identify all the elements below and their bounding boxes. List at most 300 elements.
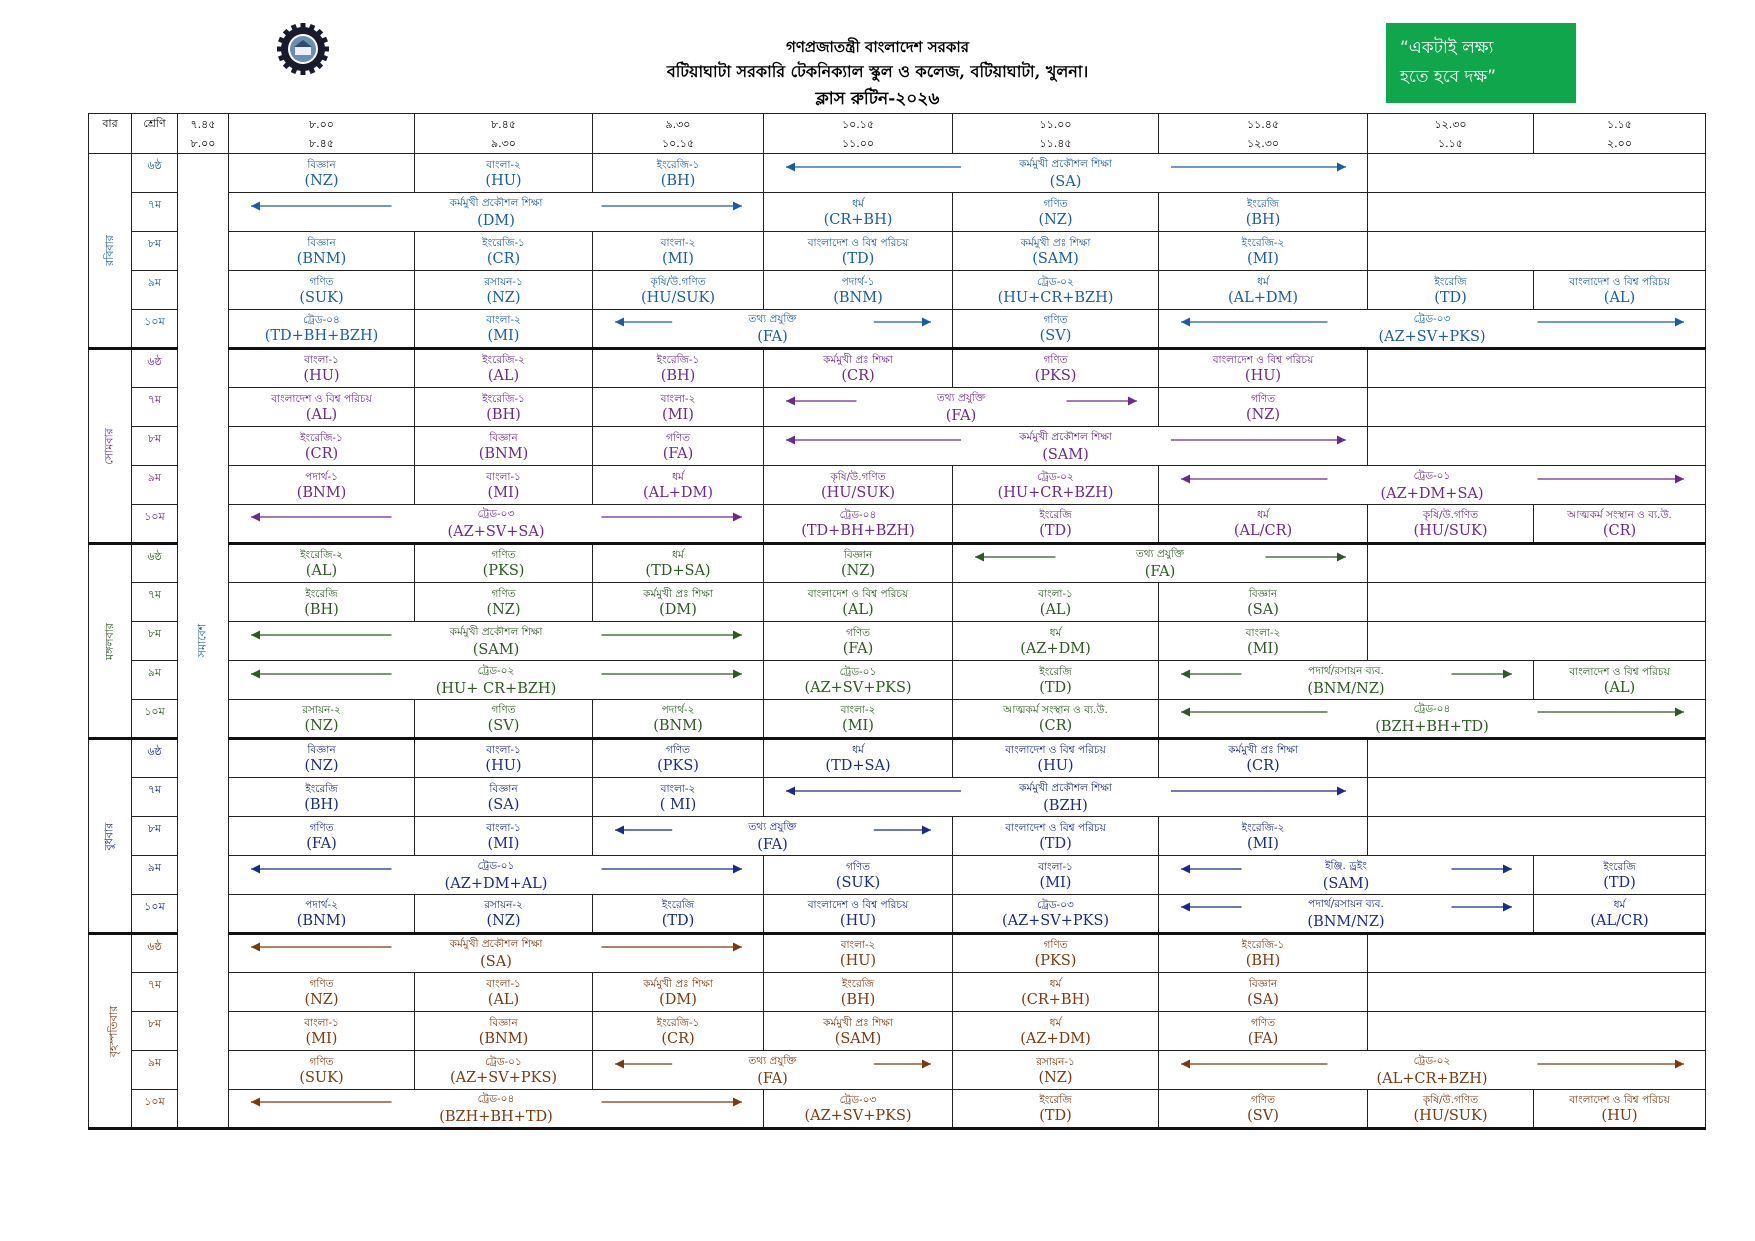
period-header xyxy=(1368,114,1534,154)
subject-name: ট্রেড-০২ xyxy=(1413,1054,1451,1067)
subject-cell xyxy=(1159,973,1368,1012)
subject-name: বিজ্ঞান xyxy=(489,1016,518,1029)
teacher-code: (SA) xyxy=(480,954,512,970)
subject-cell xyxy=(415,778,593,817)
subject-cell xyxy=(764,271,953,310)
subject-cell xyxy=(953,1051,1159,1090)
subject-cell-multi-period xyxy=(229,505,764,544)
subject-cell xyxy=(764,934,953,973)
subject-name: কর্মমুখী প্রঃ শিক্ষা xyxy=(823,354,893,366)
teacher-code: (DM) xyxy=(477,212,515,229)
routine-row xyxy=(89,544,1706,583)
period-end: ১১.০০ xyxy=(841,136,875,150)
teacher-code: (NZ) xyxy=(486,601,521,618)
subject-cell xyxy=(953,466,1159,505)
subject-name: ধর্ম xyxy=(1049,1016,1062,1029)
subject-cell xyxy=(1159,739,1368,778)
class-cell: ৯ম xyxy=(132,466,178,505)
subject-cell xyxy=(764,895,953,934)
teacher-code: (PKS) xyxy=(1034,953,1077,969)
subject-name: ট্রেড-০২ xyxy=(1037,470,1074,483)
subject-cell xyxy=(953,505,1159,544)
teacher-code: (HU) xyxy=(839,953,877,969)
routine-row xyxy=(89,934,1706,973)
empty-cell xyxy=(1368,388,1706,427)
subject-cell xyxy=(229,895,415,934)
teacher-code: ( MI) xyxy=(659,796,697,813)
subject-name: কর্মমুখী প্রঃ শিক্ষা xyxy=(823,1016,893,1029)
subject-cell-multi-period xyxy=(593,310,953,349)
routine-title: ক্লাস রুটিন-২০২৬ xyxy=(815,89,940,109)
subject-cell xyxy=(764,1090,953,1129)
teacher-code: (PKS) xyxy=(657,758,699,774)
subject-cell xyxy=(1159,1012,1368,1051)
subject-cell xyxy=(953,895,1159,934)
subject-cell xyxy=(415,583,593,622)
subject-cell xyxy=(1159,622,1368,661)
class-cell: ৭ম xyxy=(132,973,178,1012)
period-header xyxy=(1534,114,1706,154)
day-label: মঙ্গলবার xyxy=(102,622,116,660)
subject-name: গণিত xyxy=(665,744,691,756)
teacher-code: (AL) xyxy=(487,368,520,384)
subject-cell xyxy=(229,349,415,388)
subject-name: পদার্থ-২ xyxy=(661,704,695,716)
teacher-code: (AL) xyxy=(305,406,338,423)
subject-name: ধর্ম xyxy=(852,744,864,756)
teacher-code: (AZ+SV+PKS) xyxy=(1378,329,1486,345)
subject-cell xyxy=(953,310,1159,349)
empty-cell xyxy=(1368,193,1706,232)
teacher-code: (HU+ CR+BZH) xyxy=(435,680,557,697)
subject-cell xyxy=(1159,1090,1368,1129)
routine-row xyxy=(89,466,1706,505)
institution-name: বটিয়াঘাটা সরকারি টেকনিক্যাল স্কুল ও কলেজ, বটিয়াঘাটা, খুলনা। xyxy=(666,62,1089,81)
subject-cell xyxy=(764,856,953,895)
teacher-code: (SV) xyxy=(1247,1108,1279,1124)
subject-name: বাংলাদেশ ও বিশ্ব পরিচয় xyxy=(807,899,909,911)
routine-row xyxy=(89,1012,1706,1051)
teacher-code: (CR) xyxy=(1246,758,1280,774)
teacher-code: (HU) xyxy=(485,172,522,189)
subject-name: গণিত xyxy=(845,860,871,873)
subject-name: বাংলাদেশ ও বিশ্ব পরিচয় xyxy=(807,236,909,249)
period-end: ৮.৪৫ xyxy=(309,136,334,150)
teacher-code: (HU+CR+BZH) xyxy=(997,289,1114,306)
subject-name: গণিত xyxy=(1043,314,1068,326)
period-header xyxy=(593,114,764,154)
routine-row xyxy=(89,700,1706,739)
subject-cell xyxy=(1534,895,1706,934)
teacher-code: (MI) xyxy=(487,835,520,852)
teacher-code: (HU) xyxy=(303,368,340,384)
teacher-code: (BH) xyxy=(840,991,876,1008)
class-cell: ৮ম xyxy=(132,622,178,661)
period-end: ২.০০ xyxy=(1607,136,1632,150)
routine-row xyxy=(89,856,1706,895)
subject-name: ধর্ম xyxy=(1257,275,1269,288)
period-start: ৯.৩০ xyxy=(665,117,691,131)
subject-cell-multi-period xyxy=(1159,466,1706,505)
teacher-code: (MI) xyxy=(1247,640,1279,657)
subject-name: কর্মমুখী প্রকৌশল শিক্ষা xyxy=(449,196,543,209)
class-cell: ৮ম xyxy=(132,817,178,856)
subject-cell xyxy=(1534,856,1706,895)
subject-cell xyxy=(229,1051,415,1090)
day-cell xyxy=(89,154,132,349)
teacher-code: (TD) xyxy=(1434,289,1467,306)
teacher-code: (AL) xyxy=(487,991,520,1008)
teacher-code: (TD+SA) xyxy=(825,758,891,774)
teacher-code: (SUK) xyxy=(299,1069,344,1086)
subject-cell xyxy=(1159,583,1368,622)
teacher-code: (AL/CR) xyxy=(1590,913,1649,929)
day-cell xyxy=(89,349,132,544)
subject-cell xyxy=(764,505,953,544)
routine-row xyxy=(89,622,1706,661)
subject-name: বাংলা-২ xyxy=(1245,626,1281,639)
subject-cell xyxy=(415,232,593,271)
subject-name: ইংরেজি-১ xyxy=(656,1016,700,1029)
subject-name: ইংরেজি-২ xyxy=(1241,236,1285,249)
subject-name: বাংলাদেশ ও বিশ্ব পরিচয় xyxy=(1569,665,1670,678)
subject-name: বিজ্ঞান xyxy=(307,236,336,249)
teacher-code: (NZ) xyxy=(304,718,339,734)
subject-cell xyxy=(1159,349,1368,388)
period-header xyxy=(178,114,229,154)
teacher-code: (BH) xyxy=(1245,211,1281,228)
teacher-code: (HU/SUK) xyxy=(820,484,896,501)
teacher-code: (BNM) xyxy=(478,1030,529,1047)
teacher-code: (CR) xyxy=(486,250,521,267)
period-end: ১২.৩০ xyxy=(1246,136,1280,150)
teacher-code: (CR) xyxy=(304,445,339,462)
subject-cell xyxy=(229,817,415,856)
subject-cell xyxy=(1159,388,1368,427)
day-label: বুধবার xyxy=(102,822,116,850)
class-cell: ১০ম xyxy=(132,505,178,544)
teacher-code: (HU) xyxy=(1601,1108,1638,1124)
teacher-code: (AZ+DM) xyxy=(1020,640,1091,657)
subject-name: বাংলা-১ xyxy=(486,470,521,483)
subject-cell xyxy=(415,310,593,349)
subject-cell xyxy=(229,778,415,817)
subject-name: পদার্থ-২ xyxy=(305,899,338,911)
subject-cell xyxy=(415,700,593,739)
teacher-code: (NZ) xyxy=(304,991,339,1008)
teacher-code: (TD) xyxy=(1039,1108,1072,1124)
day-cell xyxy=(89,544,132,739)
class-cell: ৭ম xyxy=(132,388,178,427)
subject-cell xyxy=(229,154,415,193)
teacher-code: (SA) xyxy=(487,796,520,813)
subject-cell xyxy=(593,700,764,739)
subject-cell xyxy=(953,973,1159,1012)
subject-name: আত্মকর্ম সংস্থান ও ব্য.উ. xyxy=(1567,509,1672,521)
subject-name: বাংলা-২ xyxy=(660,236,696,249)
routine-row xyxy=(89,895,1706,934)
teacher-code: (BZH) xyxy=(1043,797,1088,814)
subject-cell xyxy=(593,544,764,583)
class-cell: ৯ম xyxy=(132,661,178,700)
routine-row xyxy=(89,778,1706,817)
teacher-code: (BNM) xyxy=(653,718,703,734)
class-cell: ৬ষ্ঠ xyxy=(132,739,178,778)
subject-cell xyxy=(1368,1090,1534,1129)
motto-line-2: হতে হবে দক্ষ” xyxy=(1400,67,1497,87)
subject-name: গণিত xyxy=(491,587,516,600)
subject-cell xyxy=(953,856,1159,895)
subject-name: ইংরেজি xyxy=(1246,197,1280,210)
subject-cell xyxy=(953,271,1159,310)
teacher-code: (TD) xyxy=(1603,874,1636,891)
subject-cell-multi-period xyxy=(764,778,1368,817)
subject-cell xyxy=(1159,232,1368,271)
subject-name: বাংলা-২ xyxy=(660,392,696,405)
teacher-code: (SA) xyxy=(1247,601,1279,618)
subject-cell xyxy=(593,388,764,427)
subject-name: কর্মমুখী প্রকৌশল শিক্ষা xyxy=(1019,781,1112,794)
class-cell: ৮ম xyxy=(132,1012,178,1051)
period-start: ১.১৫ xyxy=(1607,117,1632,131)
subject-cell xyxy=(764,661,953,700)
subject-cell xyxy=(415,544,593,583)
period-start: ১১.৪৫ xyxy=(1246,117,1280,131)
teacher-code: (TD+SA) xyxy=(645,563,711,579)
subject-name: ইংরেজি-১ xyxy=(482,236,525,249)
teacher-code: (AZ+SV+PKS) xyxy=(449,1069,558,1086)
period-start: ৮.৪৫ xyxy=(491,117,516,131)
govt-title: গণপ্রজাতন্ত্রী বাংলাদেশ সরকার xyxy=(786,38,969,56)
teacher-code: (FA) xyxy=(757,329,788,345)
teacher-code: (SAM) xyxy=(472,641,520,658)
teacher-code: (CR+BH) xyxy=(1021,991,1090,1008)
subject-cell-multi-period xyxy=(229,622,764,661)
teacher-code: (AZ+SV+PKS) xyxy=(1001,913,1110,929)
subject-name: বাংলা-১ xyxy=(1038,860,1073,873)
subject-name: বাংলা-১ xyxy=(304,354,339,366)
subject-name: গণিত xyxy=(845,626,871,639)
subject-cell xyxy=(764,544,953,583)
class-cell: ৮ম xyxy=(132,232,178,271)
subject-name: বাংলাদেশ ও বিশ্ব পরিচয় xyxy=(1569,1094,1670,1106)
subject-name: কর্মমুখী প্রকৌশল শিক্ষা xyxy=(1019,157,1112,170)
subject-name: গণিত xyxy=(309,1055,334,1068)
subject-name: বিজ্ঞান xyxy=(489,431,518,444)
subject-name: গণিত xyxy=(1043,197,1068,210)
class-cell: ১০ম xyxy=(132,1090,178,1129)
empty-cell xyxy=(1368,739,1706,778)
class-cell: ৬ষ্ঠ xyxy=(132,349,178,388)
subject-name: ট্রেড-০১ xyxy=(485,1055,522,1068)
subject-name: পদার্থ/রসায়ন ব্যব. xyxy=(1308,898,1384,910)
period-header xyxy=(229,114,415,154)
subject-cell xyxy=(764,583,953,622)
teacher-code: (BH) xyxy=(304,796,339,813)
subject-cell xyxy=(415,349,593,388)
routine-row xyxy=(89,739,1706,778)
subject-name: কর্মমুখী প্রঃ শিক্ষা xyxy=(643,977,713,990)
period-start: ১১.০০ xyxy=(1039,117,1072,131)
subject-cell-multi-period xyxy=(229,934,764,973)
teacher-code: (PKS) xyxy=(482,563,525,579)
teacher-code: (FA) xyxy=(662,445,694,462)
period-start: ৭.৪৫ xyxy=(190,117,216,131)
subject-name: কৃষি/উ.গণিত xyxy=(650,275,706,288)
subject-cell xyxy=(953,700,1159,739)
teacher-code: (AZ+DM) xyxy=(1020,1030,1091,1047)
teacher-code: (DM) xyxy=(659,601,697,618)
subject-cell xyxy=(229,310,415,349)
subject-cell xyxy=(1534,1090,1706,1129)
subject-name: তথ্য প্রযুক্তি xyxy=(1135,548,1185,560)
teacher-code: (NZ) xyxy=(486,289,521,306)
teacher-code: (TD) xyxy=(1039,679,1072,696)
subject-cell xyxy=(1534,271,1706,310)
empty-cell xyxy=(1368,973,1706,1012)
teacher-code: (NZ) xyxy=(304,172,339,189)
teacher-code: (SAM) xyxy=(1322,875,1370,892)
motto-box xyxy=(1386,23,1576,103)
teacher-code: (BNM) xyxy=(296,250,347,267)
subject-name: বিজ্ঞান xyxy=(307,158,336,171)
empty-cell xyxy=(1368,934,1706,973)
subject-name: বিজ্ঞান xyxy=(307,744,336,756)
empty-cell xyxy=(1368,154,1706,193)
subject-cell-multi-period xyxy=(764,154,1368,193)
routine-row xyxy=(89,271,1706,310)
subject-name: ধর্ম xyxy=(1613,899,1626,911)
subject-name: বাংলা-১ xyxy=(1038,587,1073,600)
period-end: ৮.০০ xyxy=(190,136,216,150)
subject-name: গণিত xyxy=(309,977,334,990)
routine-row xyxy=(89,1090,1706,1129)
teacher-code: (CR) xyxy=(661,1030,695,1047)
class-cell: ১০ম xyxy=(132,310,178,349)
subject-name: ইংরেজি xyxy=(841,977,875,990)
empty-cell xyxy=(1368,583,1706,622)
subject-name: ট্রেড-০২ xyxy=(1037,275,1074,288)
period-end: ১.১৫ xyxy=(1438,136,1463,150)
subject-cell xyxy=(1368,271,1534,310)
subject-name: গণিত xyxy=(491,704,516,716)
subject-name: ইংরেজি xyxy=(1039,1094,1072,1106)
subject-name: বিজ্ঞান xyxy=(843,549,873,561)
subject-name: কর্মমুখী প্রঃ শিক্ষা xyxy=(643,587,713,600)
teacher-code: (SAM) xyxy=(1032,250,1079,267)
teacher-code: (MI) xyxy=(662,250,694,267)
subject-name: ধর্ম xyxy=(672,470,684,483)
routine-row xyxy=(89,973,1706,1012)
teacher-code: (FA) xyxy=(306,835,337,852)
subject-name: ইংরেজি-১ xyxy=(300,431,343,444)
subject-cell xyxy=(953,232,1159,271)
teacher-code: (HU/SUK) xyxy=(640,289,716,306)
teacher-code: (SUK) xyxy=(299,289,344,306)
teacher-code: (BH) xyxy=(660,368,696,384)
subject-name: ইংরেজি-১ xyxy=(1241,939,1285,951)
subject-cell xyxy=(953,1012,1159,1051)
subject-cell xyxy=(593,583,764,622)
subject-name: রসায়ন-২ xyxy=(302,704,341,716)
subject-name: বাংলাদেশ ও বিশ্ব পরিচয় xyxy=(1005,821,1106,834)
subject-cell-multi-period xyxy=(229,193,764,232)
teacher-code: (SV) xyxy=(487,718,520,734)
subject-name: ইংরেজি xyxy=(1039,509,1072,521)
teacher-code: (HU/SUK) xyxy=(1413,523,1488,539)
teacher-code: (FA) xyxy=(757,1070,788,1087)
routine-row xyxy=(89,661,1706,700)
subject-name: বাংলা-২ xyxy=(840,939,876,951)
empty-cell xyxy=(1368,427,1706,466)
subject-cell xyxy=(1159,505,1368,544)
subject-cell xyxy=(764,700,953,739)
teacher-code: (NZ) xyxy=(840,563,876,579)
subject-cell xyxy=(953,817,1159,856)
subject-name: বাংলা-২ xyxy=(660,782,696,795)
subject-name: ট্রেড-০৪ xyxy=(477,1093,515,1105)
subject-name: ধর্ম xyxy=(1049,626,1062,639)
teacher-code: (NZ) xyxy=(1038,1069,1073,1086)
subject-name: ইংরেজি-১ xyxy=(656,354,700,366)
teacher-code: (AZ+DM+SA) xyxy=(1380,485,1484,502)
subject-name: ট্রেড-০১ xyxy=(477,859,515,872)
subject-cell xyxy=(593,778,764,817)
period-header xyxy=(764,114,953,154)
teacher-code: (FA) xyxy=(842,640,874,657)
subject-cell xyxy=(764,193,953,232)
subject-name: বাংলা-১ xyxy=(304,1016,339,1029)
period-start: ১২.৩০ xyxy=(1434,117,1467,131)
subject-name: ইঞ্জি. ড্রইং xyxy=(1325,859,1367,872)
subject-cell xyxy=(953,193,1159,232)
teacher-code: (AL+DM) xyxy=(642,484,714,501)
teacher-code: (SUK) xyxy=(835,874,881,891)
subject-name: ট্রেড-০৪ xyxy=(839,509,877,521)
teacher-code: (BZH+BH+TD) xyxy=(1375,719,1489,735)
teacher-code: (BNM) xyxy=(296,913,347,929)
class-cell: ৯ম xyxy=(132,1051,178,1090)
subject-name: ধর্ম xyxy=(852,197,864,210)
subject-name: বাংলা-১ xyxy=(486,977,521,990)
subject-cell xyxy=(764,739,953,778)
subject-name: ধর্ম xyxy=(672,549,684,561)
subject-cell xyxy=(764,973,953,1012)
subject-cell xyxy=(229,427,415,466)
teacher-code: (CR) xyxy=(1602,523,1637,539)
teacher-code: (TD) xyxy=(661,913,695,929)
period-header xyxy=(1159,114,1368,154)
subject-name: ট্রেড-০৪ xyxy=(1413,703,1451,715)
empty-cell xyxy=(1368,544,1706,583)
teacher-code: (HU) xyxy=(1037,758,1074,774)
period-end: ১০.১৫ xyxy=(661,136,695,150)
class-cell: ৭ম xyxy=(132,778,178,817)
subject-cell xyxy=(764,1012,953,1051)
subject-cell-multi-period xyxy=(1159,661,1534,700)
assembly-cell xyxy=(178,154,229,1129)
subject-name: গণিত xyxy=(1043,939,1068,951)
teacher-code: (CR+BH) xyxy=(823,211,893,228)
empty-cell xyxy=(1368,778,1706,817)
day-label: বৃহস্পতিবার xyxy=(107,1005,121,1057)
period-start: ১০.১৫ xyxy=(841,117,875,131)
subject-cell xyxy=(415,739,593,778)
teacher-code: (AL+CR+BZH) xyxy=(1376,1070,1488,1087)
subject-cell xyxy=(415,973,593,1012)
routine-row xyxy=(89,310,1706,349)
teacher-code: (MI) xyxy=(487,484,520,501)
